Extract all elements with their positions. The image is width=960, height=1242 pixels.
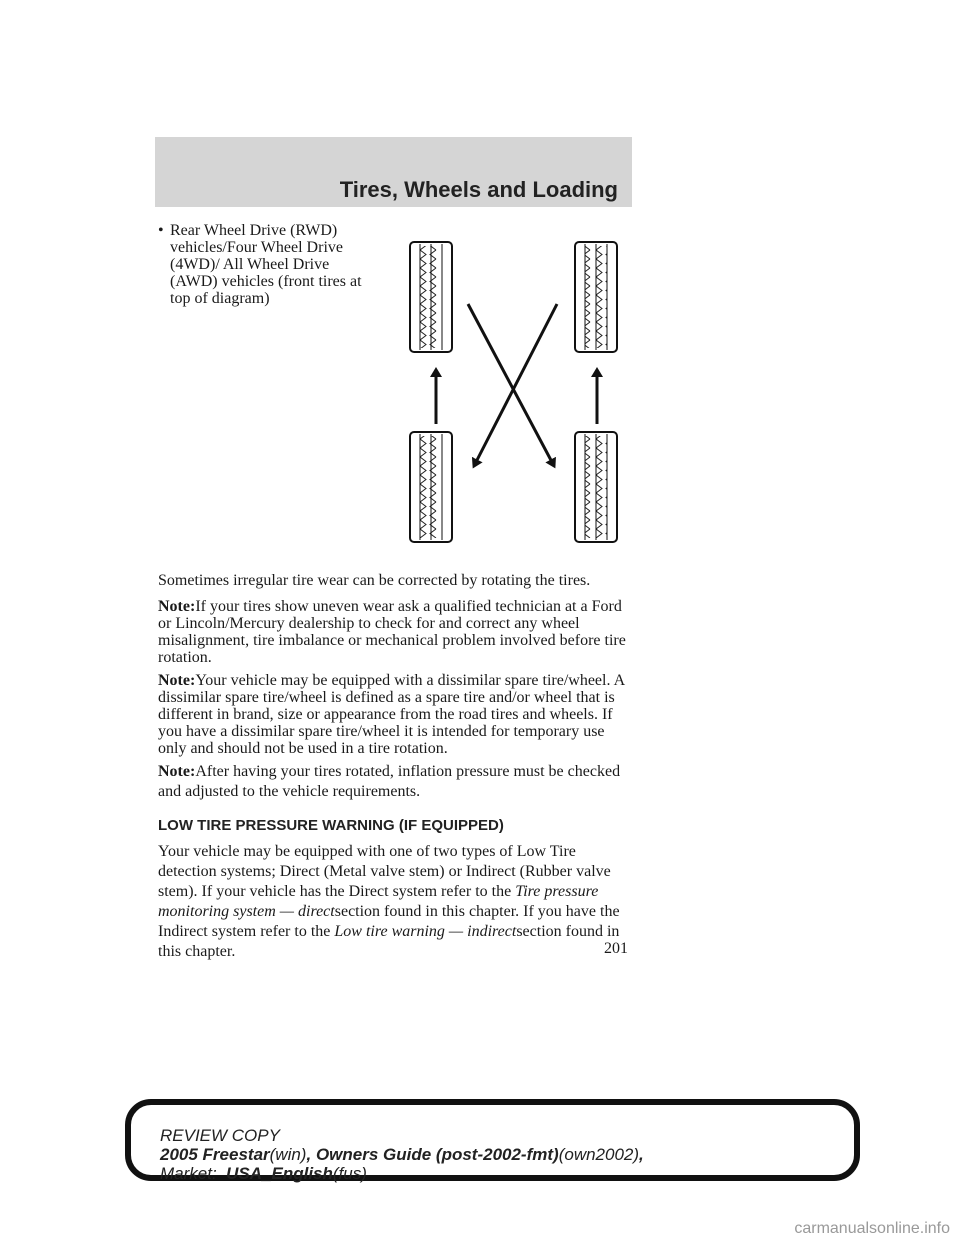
- model-name: 2005 Freestar: [160, 1145, 270, 1164]
- page-number: 201: [604, 940, 628, 957]
- note-label: Note:: [158, 763, 196, 780]
- market-code: (fus): [332, 1164, 367, 1183]
- bullet-symbol: •: [158, 222, 164, 239]
- guide-code: (own2002): [558, 1145, 640, 1164]
- arrow-front-right-to-rear-left: [475, 304, 557, 464]
- separator: ,: [639, 1145, 644, 1164]
- market-name: USA_English: [226, 1164, 333, 1183]
- note-inflation: [158, 762, 633, 802]
- model-code: (win): [269, 1145, 307, 1164]
- note-text: If your tires show uneven wear ask a qualified technician at a Ford or Lincoln/Mercury dealership to check for and correct any wheel misalignment, tire imbalance or mechanical problem involved before tire rotation.: [158, 598, 626, 666]
- text-segment: section found in this chapter. If you have the Indirect system refer to the: [158, 903, 620, 940]
- tire-rear-right: [575, 432, 617, 542]
- note-dissimilar-spare: [158, 672, 633, 757]
- text-segment: section found in this chapter.: [158, 923, 620, 960]
- bullet-item: [158, 222, 373, 307]
- guide-name: Owners Guide (post-2002-fmt): [315, 1145, 559, 1164]
- tire-rotation-diagram: [395, 232, 635, 557]
- section-heading: LOW TIRE PRESSURE WARNING (IF EQUIPPED): [158, 817, 504, 834]
- tire-rear-left: [410, 432, 452, 542]
- tire-front-left: [410, 242, 452, 352]
- review-copy-info: [160, 1126, 644, 1183]
- tire-front-right: [575, 242, 617, 352]
- header-band: [155, 137, 632, 207]
- paragraph-rotation: Sometimes irregular tire wear can be corrected by rotating the tires.: [158, 572, 591, 589]
- market-label: Market:: [160, 1164, 217, 1183]
- review-line-model: [160, 1145, 644, 1164]
- cross-reference-direct: Tire pressure monitoring system — direct: [158, 883, 599, 920]
- bullet-text: Rear Wheel Drive (RWD) vehicles/Four Wheel Drive (4WD)/ All Wheel Drive (AWD) vehicles (front tires at top of diagram): [170, 222, 362, 307]
- text-segment: Your vehicle may be equipped with one of two types of Low Tire detection systems; Direct (Metal valve stem) or Indirect (Rubber valve stem). If your vehicle has the Direct system refer to the: [158, 843, 611, 900]
- note-label: Note:: [158, 598, 196, 615]
- note-label: Note:: [158, 672, 196, 689]
- cross-reference-indirect: Low tire warning — indirect: [334, 923, 517, 940]
- arrow-front-left-to-rear-right: [468, 304, 553, 464]
- paragraph-low-tire: [158, 842, 633, 962]
- review-line-market: [160, 1164, 644, 1183]
- note-text: Your vehicle may be equipped with a dissimilar spare tire/wheel. A dissimilar spare tire/wheel is defined as a spare tire and/or wheel that is different in brand, size or appearance from the road tires and wheels. If you have a dissimilar spare tire/wheel it is intended for temporary use only and should not be used in a tire rotation.: [158, 672, 625, 757]
- watermark: carmanualsonline.info: [794, 1220, 950, 1237]
- separator: ,: [306, 1145, 316, 1164]
- note-text: After having your tires rotated, inflation pressure must be checked and adjusted to the vehicle requirements.: [158, 763, 621, 800]
- review-copy-label: REVIEW COPY: [160, 1126, 280, 1145]
- page-title: Tires, Wheels and Loading: [339, 177, 618, 202]
- note-alignment: [158, 598, 633, 666]
